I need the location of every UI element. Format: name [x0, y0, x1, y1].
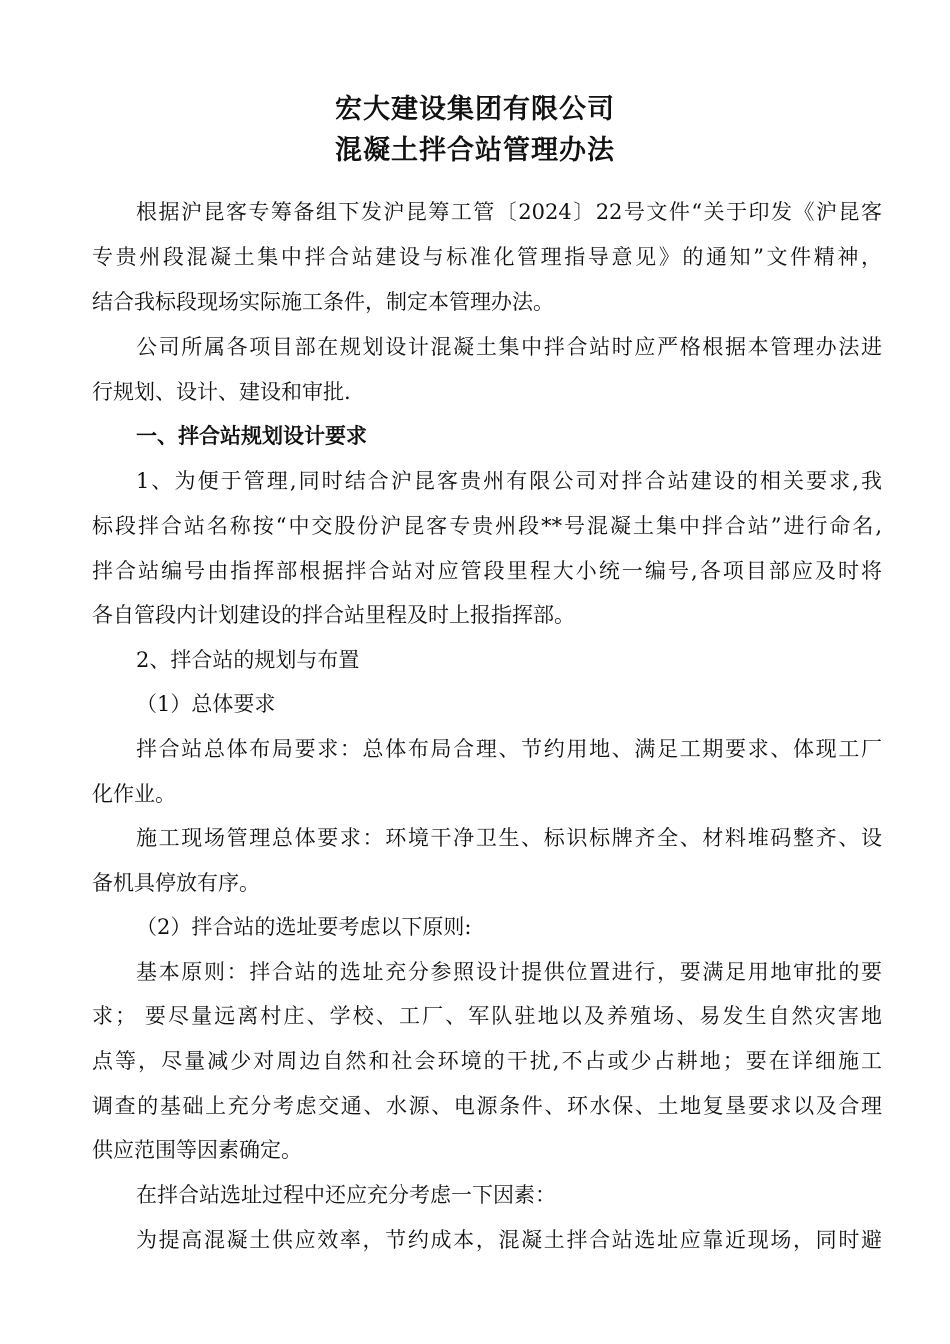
paragraph-line: 化作业。 — [92, 782, 176, 806]
paragraph-line: 在拌合站选址过程中还应充分考虑一下因素： — [136, 1183, 556, 1207]
paragraph-line: 拌合站总体布局要求：总体布局合理、节约用地、满足工期要求、体现工厂 — [136, 737, 882, 761]
subsection-heading: （2）拌合站的选址要考虑以下原则: — [136, 915, 472, 939]
paragraph-line: 各自管段内计划建设的拌合站里程及时上报指挥部。 — [92, 603, 575, 627]
paragraph-line: 根据沪昆客专筹备组下发沪昆筹工管〔2024〕22号文件“关于印发《沪昆客 — [136, 200, 882, 224]
paragraph-line: 专贵州段混凝土集中拌合站建设与标准化管理指导意见》的通知”文件精神， — [92, 245, 882, 269]
paragraph-line: 行规划、设计、建设和审批. — [92, 380, 351, 404]
paragraph-line: 1、为便于管理,同时结合沪昆客贵州有限公司对拌合站建设的相关要求,我 — [136, 469, 882, 493]
paragraph-line: 标段拌合站名称按“中交股份沪昆客专贵州段**号混凝土集中拌合站”进行命名, — [92, 514, 882, 538]
paragraph-line: 基本原则：拌合站的选址充分参照设计提供位置进行，要满足用地审批的要 — [136, 960, 882, 984]
paragraph-line: 求； 要尽量远离村庄、学校、工厂、军队驻地以及养殖场、易发生自然灾害地 — [92, 1004, 882, 1028]
paragraph-line: 拌合站编号由指挥部根据拌合站对应管段里程大小统一编号,各项目部应及时将 — [92, 559, 882, 583]
paragraph-line: 点等，尽量减少对周边自然和社会环境的干扰,不占或少占耕地；要在详细施工 — [92, 1049, 882, 1073]
subsection-heading: 2、拌合站的规划与布置 — [136, 648, 360, 672]
section-heading: 一、拌合站规划设计要求 — [136, 423, 367, 448]
paragraph-line: 调查的基础上充分考虑交通、水源、电源条件、环水保、土地复垦要求以及合理 — [92, 1094, 882, 1118]
document-title: 混凝土拌合站管理办法 — [335, 135, 615, 166]
subsection-heading: （1）总体要求 — [136, 692, 276, 716]
paragraph-line: 供应范围等因素确定。 — [92, 1138, 302, 1162]
paragraph-line: 公司所属各项目部在规划设计混凝土集中拌合站时应严格根据本管理办法进 — [136, 335, 882, 359]
paragraph-line: 为提高混凝土供应效率，节约成本，混凝土拌合站选址应靠近现场，同时避 — [136, 1228, 882, 1252]
company-title: 宏大建设集团有限公司 — [335, 94, 615, 125]
paragraph-line: 结合我标段现场实际施工条件，制定本管理办法。 — [92, 290, 554, 314]
paragraph-line: 备机具停放有序。 — [92, 871, 260, 895]
paragraph-line: 施工现场管理总体要求：环境干净卫生、标识标牌齐全、材料堆码整齐、设 — [136, 826, 882, 850]
